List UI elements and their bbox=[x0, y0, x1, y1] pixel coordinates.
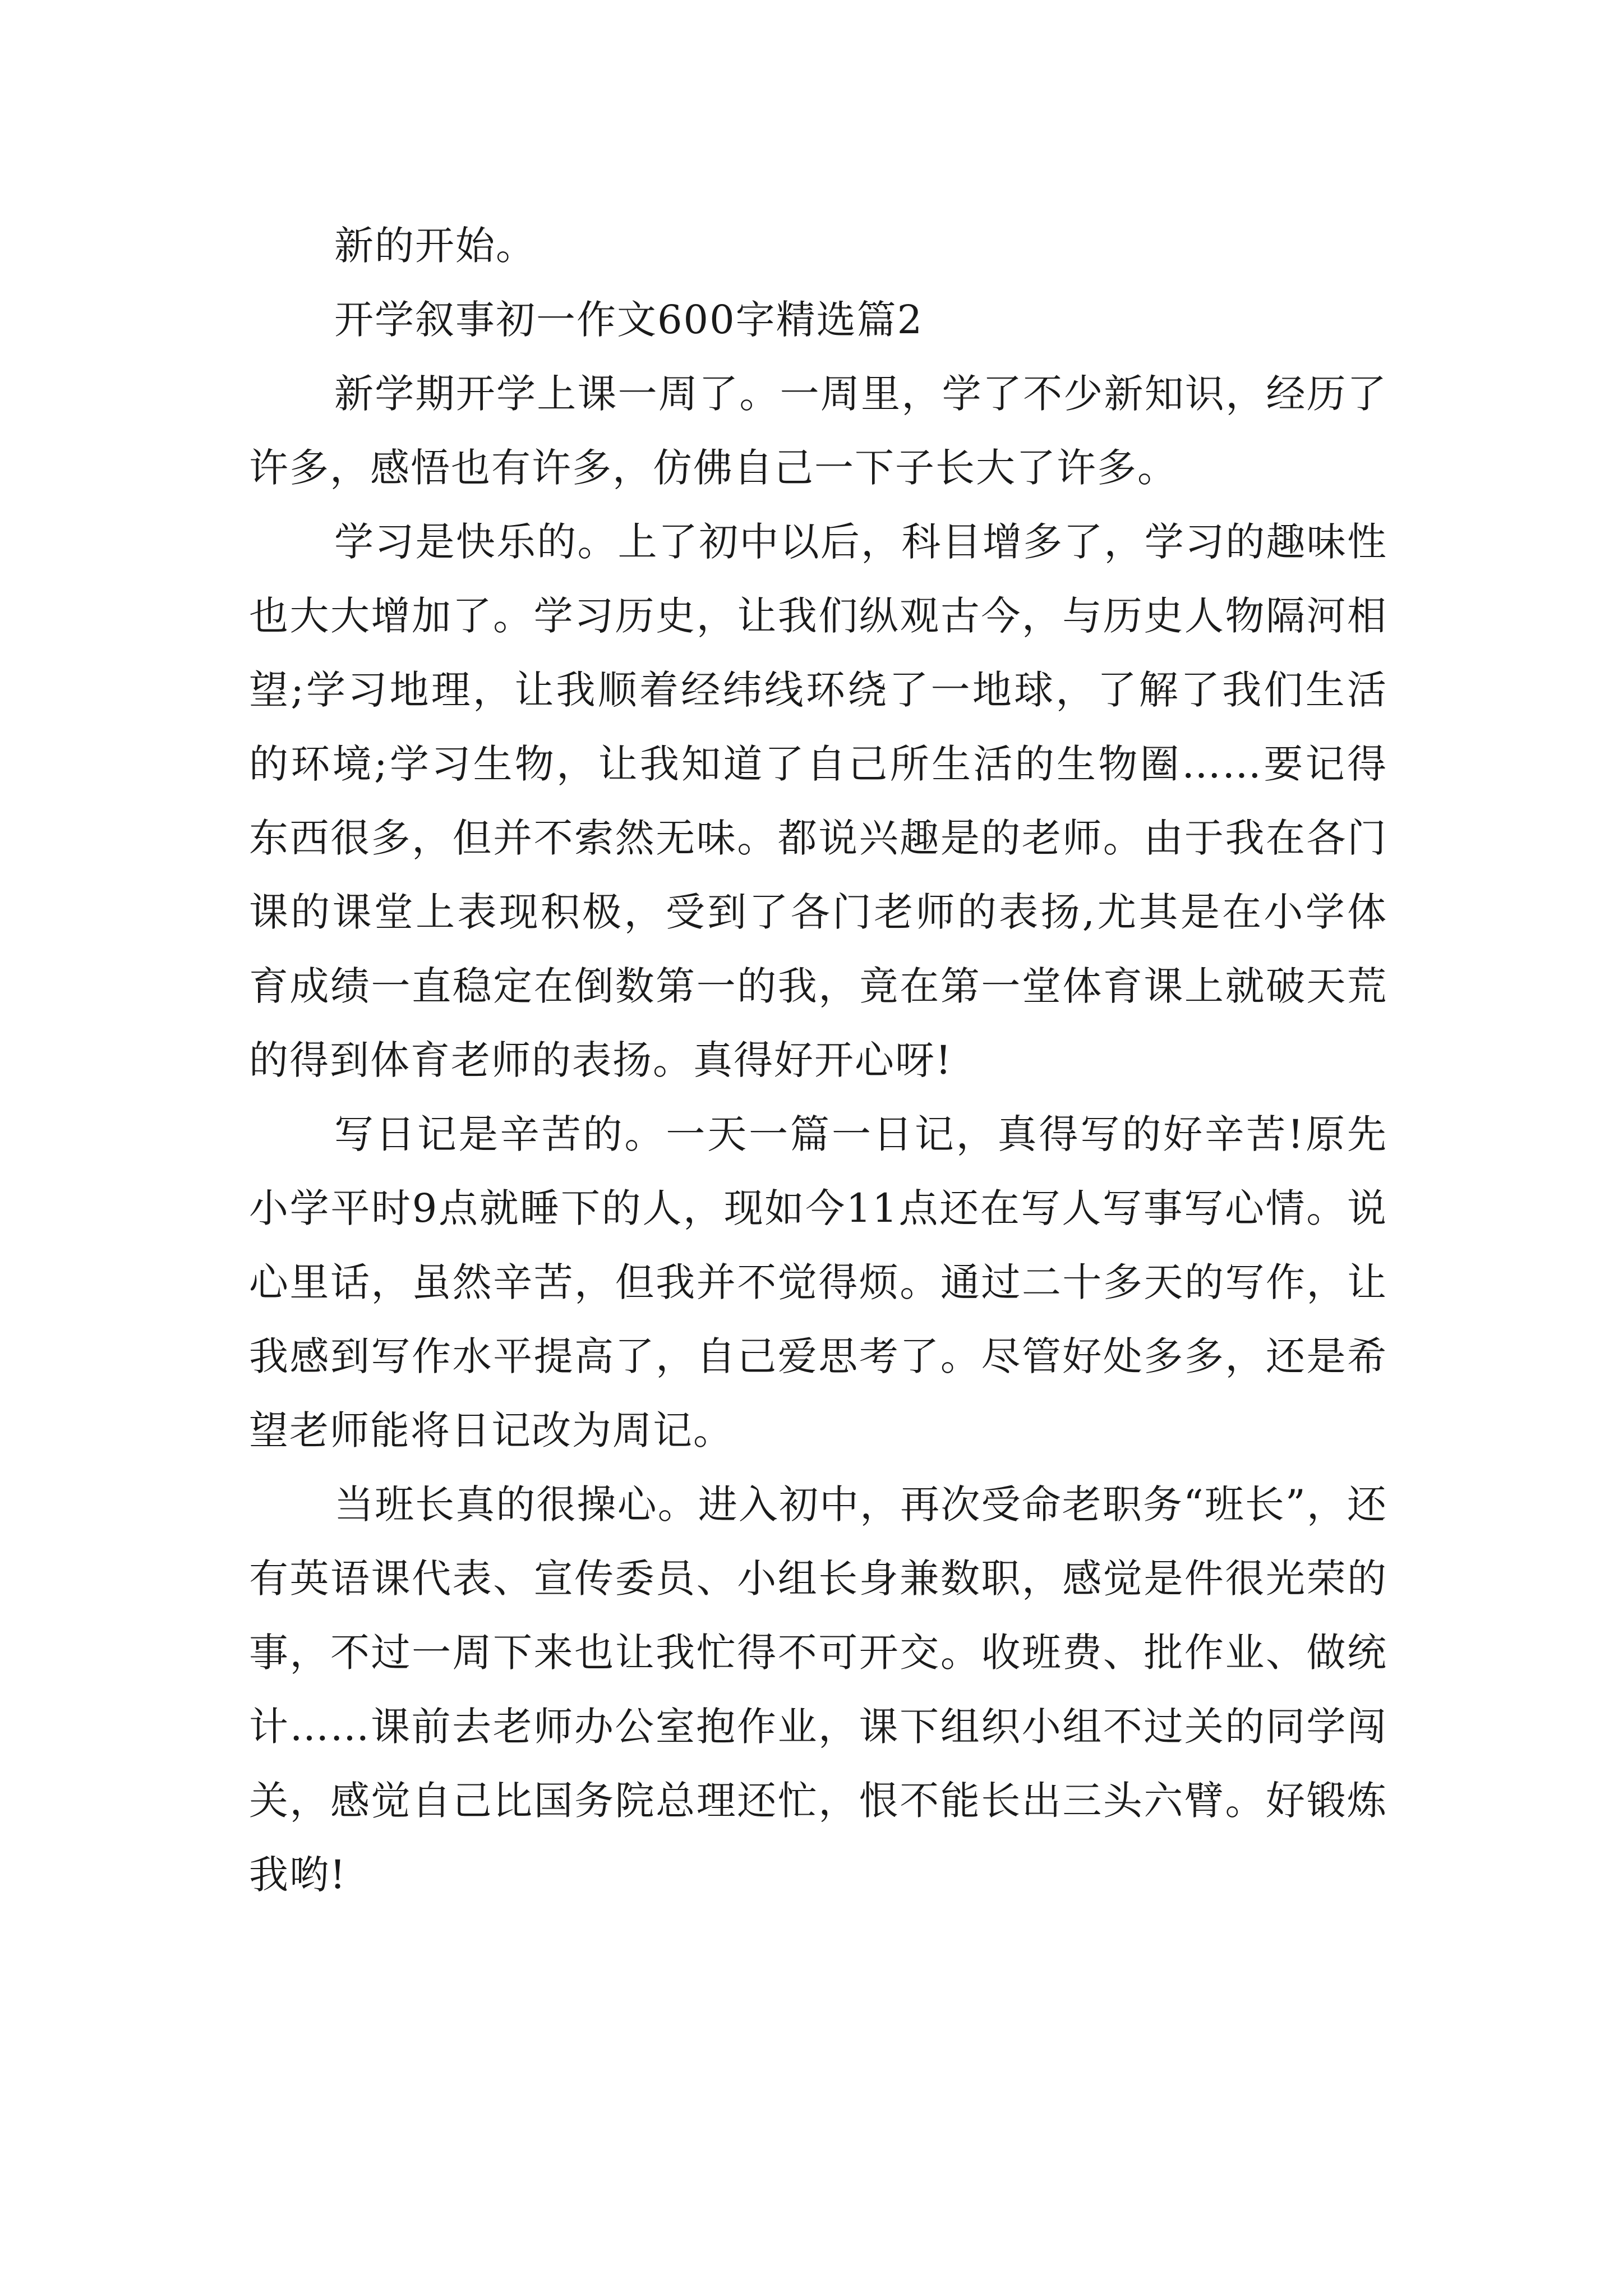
document-body bbox=[249, 209, 1387, 1912]
paragraph-study: 学习是快乐的。上了初中以后，科目增多了，学习的趣味性也大大增加了。学习历史，让我们纵观古今，与历史人物隔河相望;学习地理，让我顺着经纬线环绕了一地球，了解了我们生活的环境;学习生物，让我知道了自己所生活的生物圈……要记得东西很多，但并不索然无味。都说兴趣是的老师。由于我在各门课的课堂上表现积极，受到了各门老师的表扬,尤其是在小学体育成绩一直稳定在倒数第一的我，竟在第一堂体育课上就破天荒的得到体育老师的表扬。真得好开心呀! bbox=[249, 519, 1387, 1083]
paragraph-intro: 新学期开学上课一周了。一周里，学了不少新知识，经历了许多，感悟也有许多，仿佛自己一下子长大了许多。 bbox=[249, 371, 1387, 491]
paragraph-diary: 写日记是辛苦的。一天一篇一日记，真得写的好辛苦!原先小学平时9点就睡下的人，现如今11点还在写人写事写心情。说心里话，虽然辛苦，但我并不觉得烦。通过二十多天的写作，让我感到写作水平提高了，自己爱思考了。尽管好处多多，还是希望老师能将日记改为周记。 bbox=[249, 1111, 1387, 1453]
paragraph-opening-end: 新的开始。 bbox=[334, 223, 536, 269]
section-heading: 开学叙事初一作文600字精选篇2 bbox=[334, 297, 924, 343]
paragraph-monitor: 当班长真的很操心。进入初中，再次受命老职务“班长”，还有英语课代表、宣传委员、小组长身兼数职，感觉是件很光荣的事，不过一周下来也让我忙得不可开交。收班费、批作业、做统计……课前去老师办公室抱作业，课下组织小组不过关的同学闯关，感觉自己比国务院总理还忙，恨不能长出三头六臂。好锻炼我哟! bbox=[249, 1481, 1387, 1898]
